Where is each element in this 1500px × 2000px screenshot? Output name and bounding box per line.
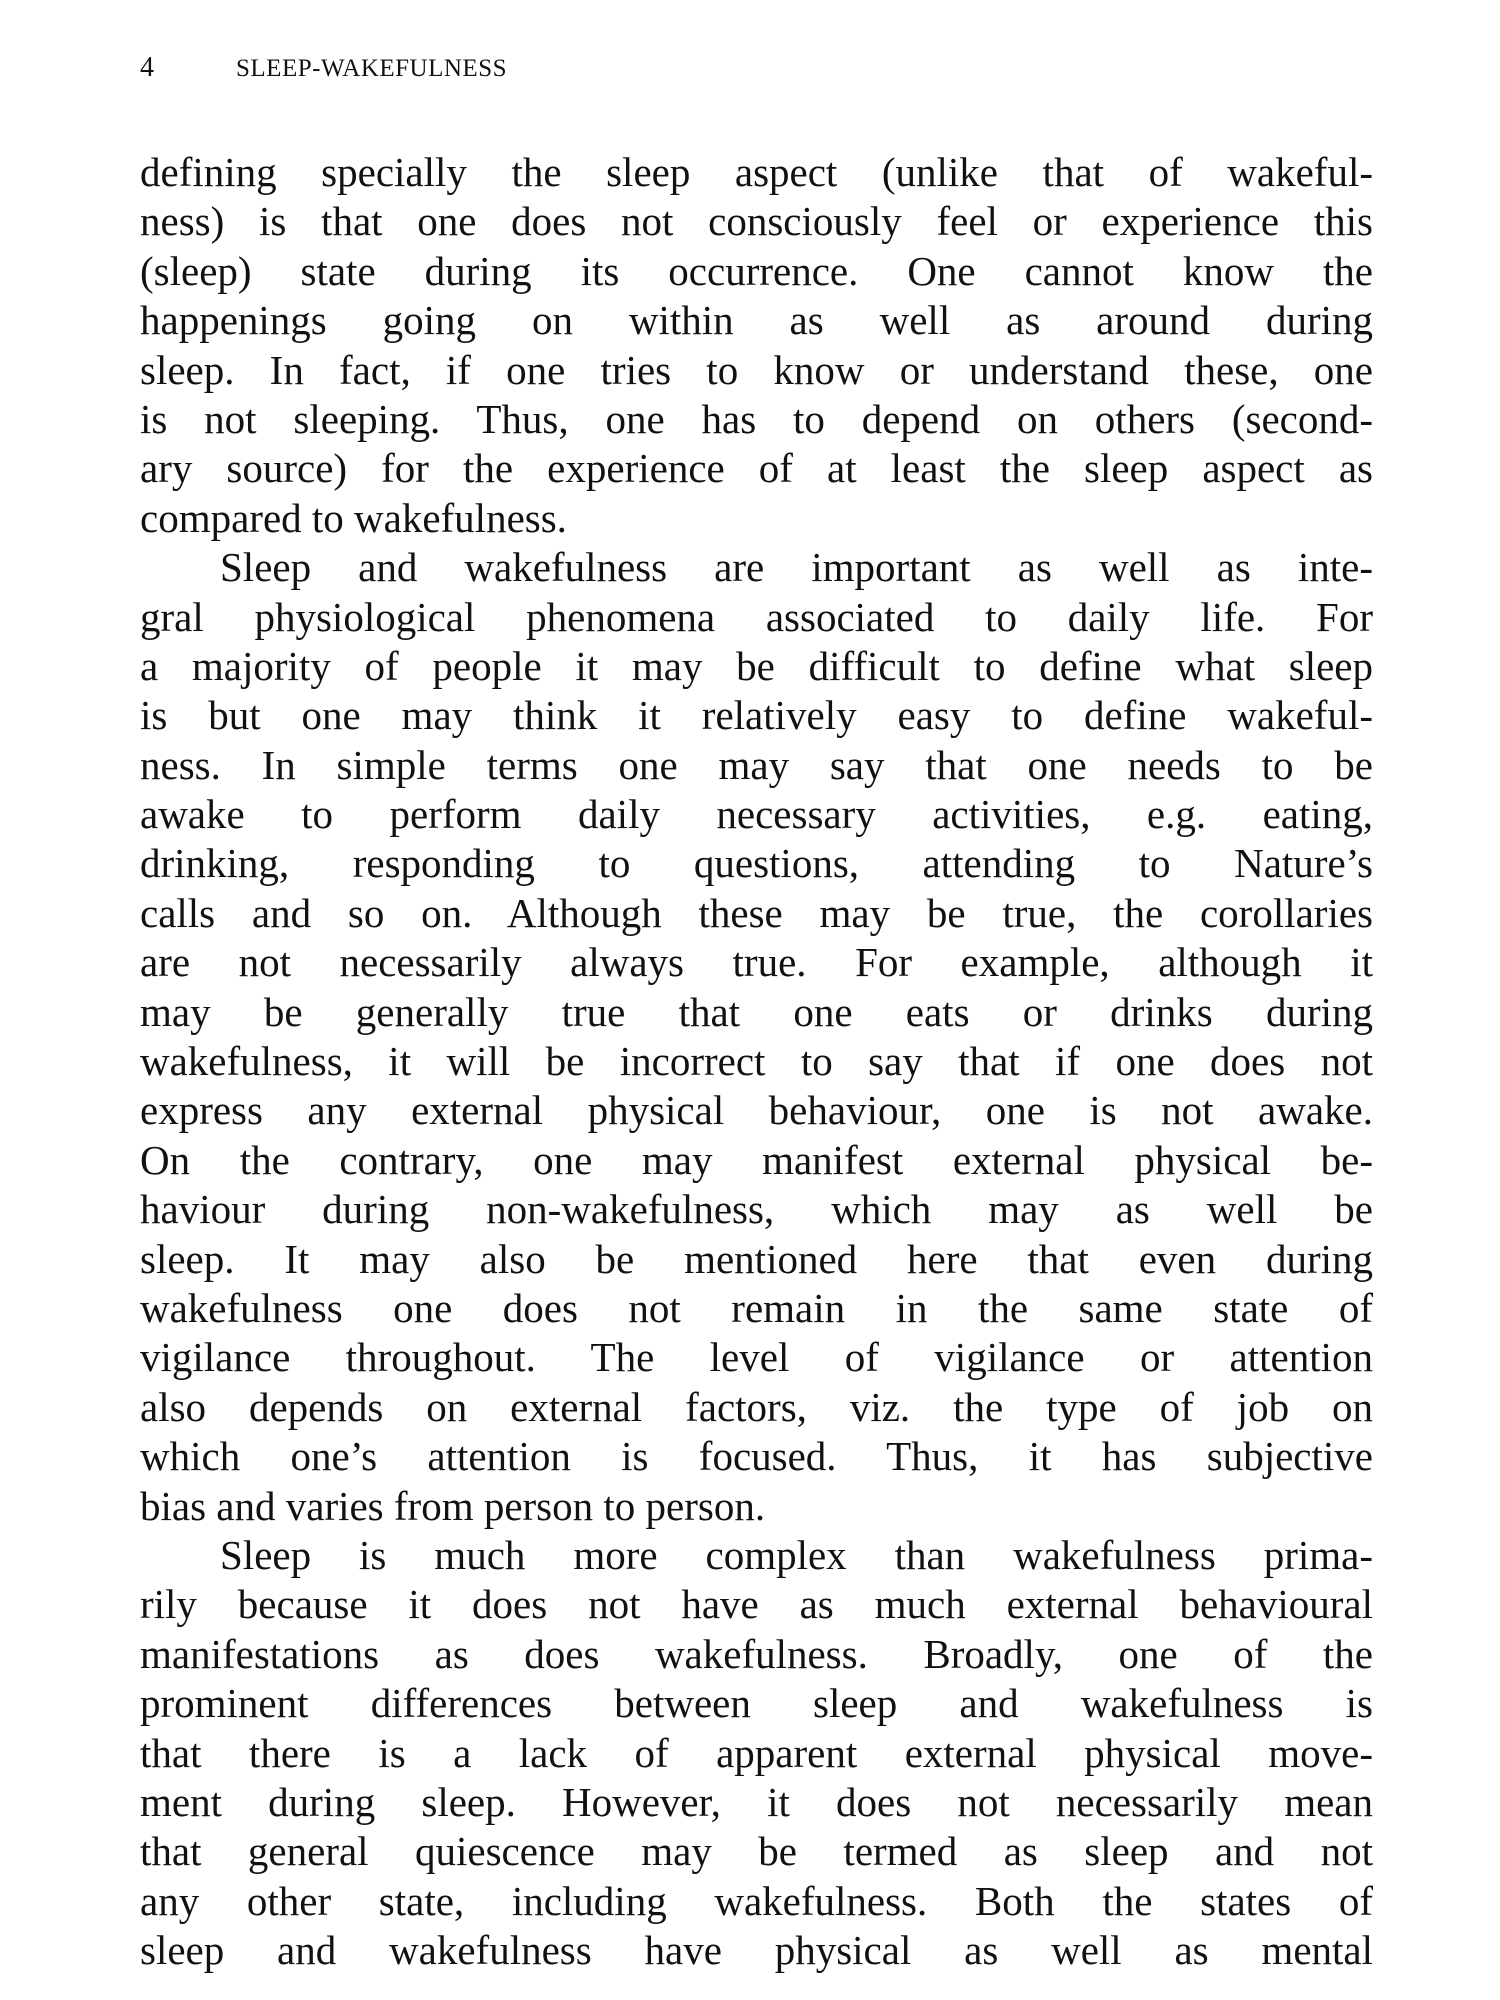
text-line: any other state, including wakefulness. Both the states of	[140, 1877, 1373, 1924]
text-line: express any external physical behaviour, one is not awake.	[140, 1087, 1373, 1134]
text-line: On the contrary, one may manifest external physical be-	[140, 1136, 1373, 1183]
text-line: compared to wakefulness.	[140, 494, 567, 541]
running-header	[140, 52, 507, 84]
text-line: that general quiescence may be termed as sleep and not	[140, 1828, 1373, 1875]
text-line: a majority of people it may be difficult to define what sleep	[140, 642, 1373, 689]
text-line: sleep. In fact, if one tries to know or understand these, one	[140, 346, 1373, 393]
body-text	[140, 148, 1373, 1975]
text-line: are not necessarily always true. For example, although it	[140, 939, 1373, 986]
text-line: which one’s attention is focused. Thus, it has subjective	[140, 1433, 1373, 1480]
text-line: bias and varies from person to person.	[140, 1482, 766, 1529]
text-line: ment during sleep. However, it does not necessarily mean	[140, 1778, 1373, 1825]
text-line: Sleep and wakefulness are important as well as inte-	[220, 544, 1373, 591]
text-line: defining specially the sleep aspect (unlike that of wakeful-	[140, 149, 1373, 195]
text-line: also depends on external factors, viz. the type of job on	[140, 1383, 1373, 1430]
text-line: (sleep) state during its occurrence. One cannot know the	[140, 247, 1373, 294]
text-line: haviour during non-wakefulness, which may as well be	[140, 1186, 1373, 1233]
text-line: sleep. It may also be mentioned here that even during	[140, 1235, 1373, 1282]
text-line: Sleep is much more complex than wakefulness prima-	[220, 1531, 1373, 1578]
text-line: wakefulness one does not remain in the same state of	[140, 1284, 1373, 1331]
text-line: that there is a lack of apparent external physical move-	[140, 1729, 1373, 1776]
text-line: ary source) for the experience of at least the sleep aspect as	[140, 445, 1373, 492]
text-line: prominent differences between sleep and wakefulness is	[140, 1680, 1373, 1727]
text-line: calls and so on. Although these may be true, the corollaries	[140, 889, 1373, 936]
text-line: drinking, responding to questions, attending to Nature’s	[140, 840, 1373, 887]
page-number: 4	[140, 52, 155, 83]
text-line: ness) is that one does not consciously feel or experience this	[140, 198, 1373, 245]
text-line: gral physiological phenomena associated to daily life. For	[140, 593, 1373, 640]
text-line: sleep and wakefulness have physical as well as mental	[140, 1927, 1373, 1974]
text-line: is but one may think it relatively easy to define wakeful-	[140, 692, 1373, 739]
text-line: ness. In simple terms one may say that one needs to be	[140, 741, 1373, 788]
text-line: wakefulness, it will be incorrect to say that if one does not	[140, 1038, 1373, 1085]
running-title: SLEEP-WAKEFULNESS	[236, 55, 508, 82]
text-line: may be generally true that one eats or drinks during	[140, 988, 1373, 1035]
text-line: happenings going on within as well as around during	[140, 297, 1373, 344]
text-line: manifestations as does wakefulness. Broadly, one of the	[140, 1630, 1373, 1677]
text-line: vigilance throughout. The level of vigilance or attention	[140, 1334, 1373, 1381]
text-line: awake to perform daily necessary activities, e.g. eating,	[140, 791, 1373, 838]
text-line: rily because it does not have as much external behavioural	[140, 1581, 1373, 1628]
text-line: is not sleeping. Thus, one has to depend on others (second-	[140, 395, 1373, 442]
